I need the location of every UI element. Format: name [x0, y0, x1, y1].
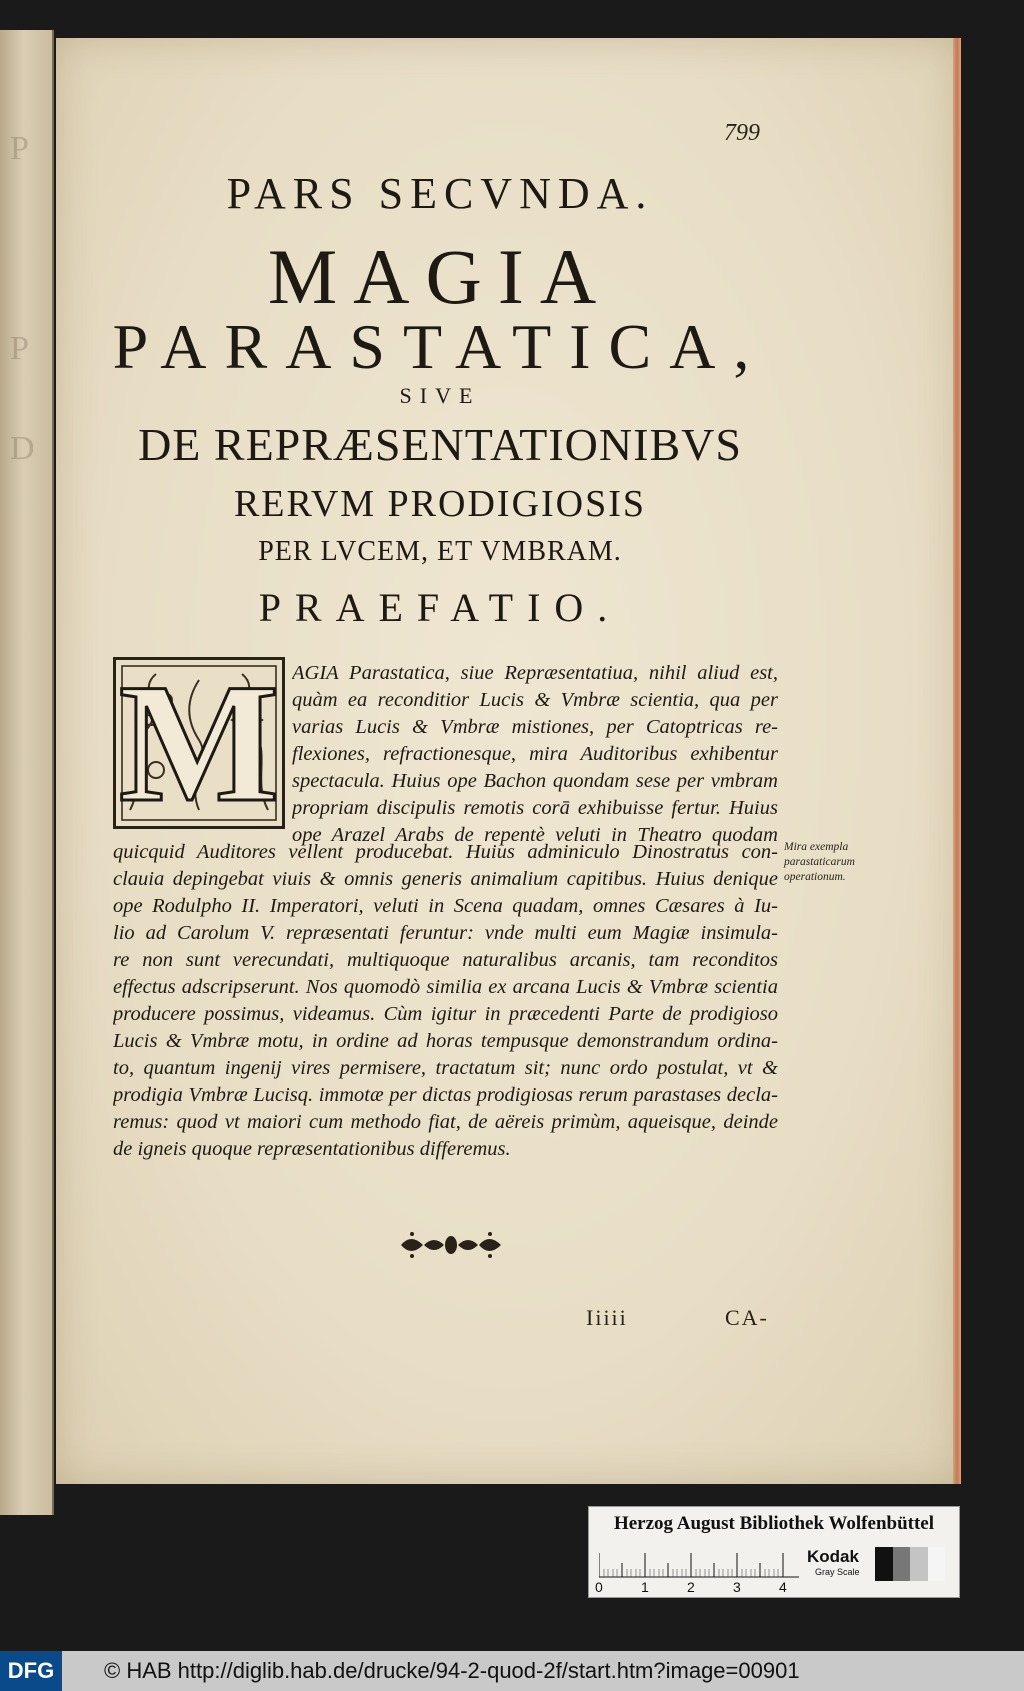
- text-line: re non sunt verecundati, multiquoque naturalibus arcanis, tam reconditos: [113, 949, 778, 971]
- text-line: effectus adscripserunt. Nos quomodò similia ex arcana Lucis & Vmbræ scientia: [113, 976, 778, 998]
- text-line: lio ad Carolum V. repræsentati feruntur: vnde multi eum Magiæ insimula-: [113, 922, 778, 944]
- text-line: de igneis quoque repræsentationibus differemus.: [113, 1138, 511, 1160]
- text-line: clauia depingebat viuis & omnis generis animalium capitibus. Huius denique: [113, 868, 778, 890]
- ruler-number: 3: [733, 1579, 741, 1595]
- margin-note-line: operationum.: [784, 871, 846, 883]
- decorated-initial: [113, 649, 285, 837]
- ruler-number: 0: [595, 1579, 603, 1595]
- catchword: CA-: [725, 1305, 769, 1330]
- heading-praefatio: PRAEFATIO.: [258, 585, 622, 630]
- text-line: producere possimus, videamus. Cùm igitur in præcedenti Parte de prodigioso: [113, 1003, 778, 1025]
- ruler-icon: [599, 1549, 799, 1579]
- swatch: [928, 1547, 946, 1581]
- initial-letter: M: [118, 649, 280, 837]
- heading-sive: SIVE: [399, 383, 481, 408]
- margin-note: [784, 840, 876, 885]
- text-line: prodigia Vmbræ Lucisq. immotæ per dictas prodigiosas rerum parastases decla-: [113, 1084, 778, 1106]
- swatch: [910, 1547, 928, 1581]
- dfg-logo: DFG: [0, 1651, 62, 1691]
- page-number: 799: [724, 120, 760, 146]
- gray-swatches: [875, 1547, 945, 1581]
- heading-magia: MAGIA: [267, 233, 613, 320]
- ruler-number: 1: [641, 1579, 649, 1595]
- bleed-through-text: D: [10, 430, 37, 467]
- library-name: Herzog August Bibliothek Wolfenbüttel: [613, 1513, 935, 1534]
- printer-ornament-icon: [396, 1230, 506, 1265]
- heading-rerum-prodigiosis: RERVM PRODIGIOSIS: [233, 483, 647, 525]
- text-line: remus: quod vt maiori cum methodo fiat, de aëreis primùm, aqueisque, deinde: [113, 1111, 778, 1133]
- bleed-through-text: P: [10, 130, 31, 167]
- signature-mark: Iiiii: [586, 1305, 628, 1330]
- color-calibration-chart: [588, 1506, 960, 1598]
- text-line: ope Arazel Arabs de repentè veluti in Theatro quodam: [292, 824, 778, 846]
- text-line: varias Lucis & Vmbræ mistiones, per Catoptricas re-: [292, 716, 778, 738]
- ruler-number: 2: [687, 1579, 695, 1595]
- left-page-edge: [0, 30, 54, 1515]
- preface-text-indented: [292, 660, 778, 849]
- margin-note-line: parastaticarum: [784, 856, 855, 868]
- text-line: spectacula. Huius ope Bachon quondam sese per vmbram: [292, 770, 778, 792]
- text-line: Lucis & Vmbræ motu, in ordine ad horas tempusque demonstrandum ordina-: [113, 1030, 778, 1052]
- preface-text-full: [113, 839, 778, 1163]
- text-line: AGIA Parastatica, siue Repræsentatiua, nihil aliud est,: [292, 662, 778, 684]
- page-edge-red: [953, 38, 961, 1484]
- heading-parastatica: PARASTATICA,: [112, 311, 768, 382]
- source-url-link[interactable]: © HAB http://diglib.hab.de/drucke/94-2-quod-2f/start.htm?image=00901: [104, 1658, 800, 1683]
- heading-per-lucem: PER LVCEM, ET VMBRAM.: [258, 536, 622, 567]
- margin-note-line: Mira exempla: [784, 841, 849, 853]
- swatch: [875, 1547, 893, 1581]
- heading-pars-secunda: PARS SECVNDA.: [226, 169, 654, 218]
- swatch: [893, 1547, 911, 1581]
- heading-de-repraesentationibus: DE REPRÆSENTATIONIBVS: [138, 419, 742, 470]
- footer-bar: [0, 1651, 1024, 1691]
- text-line: ope Rodulpho II. Imperatori, veluti in Scena quadam, omnes Cæsares à Iu-: [113, 895, 778, 917]
- kodak-brand: Kodak: [807, 1547, 859, 1566]
- text-line: propriam discipulis remotis corā exhibuisse fertur. Huius: [292, 797, 778, 819]
- bleed-through-text: P: [10, 330, 31, 367]
- text-line: flexiones, refractionesque, mira Auditoribus exhibentur: [292, 743, 778, 765]
- ruler-number: 4: [779, 1579, 787, 1595]
- text-line: to, quantum ingenij vires permisere, tractatum sit; nunc ordo postulat, vt &: [113, 1057, 778, 1079]
- text-line: quàm ea reconditior Lucis & Vmbræ scientia, qua per: [292, 689, 778, 711]
- gray-scale-label: Gray Scale: [815, 1567, 860, 1577]
- text-line: quicquid Auditores vellent producebat. Huius adminiculo Dinostratus con-: [113, 841, 778, 863]
